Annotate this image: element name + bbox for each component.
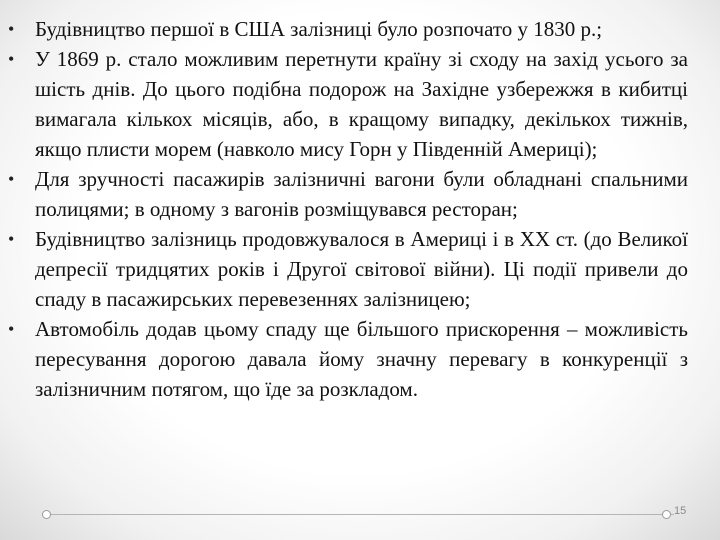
bullet-text: Будівництво залізниць продовжувалося в Америці і в ХХ ст. (до Великої депресії тридцятих років і Другої світової війни). Ці події привели до спаду в пасажирських перевезеннях залізницею; xyxy=(35,227,688,311)
bullet-text: Для зручності пасажирів залізничні вагони були обладнані спальними полицями; в одному з вагонів розміщувався ресторан; xyxy=(35,167,688,221)
footer-dot-icon xyxy=(42,510,51,519)
footer-dot-icon xyxy=(662,510,671,519)
bullet-icon: • xyxy=(8,229,15,249)
bullet-item xyxy=(8,164,688,224)
bullet-icon: • xyxy=(8,19,15,39)
page-number: 15 xyxy=(674,505,687,517)
bullet-icon: • xyxy=(8,49,15,69)
bullet-item xyxy=(8,44,688,164)
bullet-text: Автомобіль додав цьому спаду ще більшого прискорення – можливість пересування дорогою давала йому значну перевагу в конкуренції з залізничним потягом, що їде за розкладом. xyxy=(35,317,688,401)
bullet-list xyxy=(8,14,688,404)
bullet-item xyxy=(8,314,688,404)
bullet-item xyxy=(8,224,688,314)
bullet-icon: • xyxy=(8,169,15,189)
bullet-item xyxy=(8,14,688,44)
bullet-icon: • xyxy=(8,319,15,339)
bullet-text: Будівництво першої в США залізниці було розпочато у 1830 р.; xyxy=(35,17,603,41)
footer-divider xyxy=(46,514,674,515)
slide-content xyxy=(8,14,688,404)
bullet-text: У 1869 р. стало можливим перетнути країну зі сходу на захід усього за шість днів. До цього подібна подорож на Західне узбережжя в кибитці вимагала кількох місяців, або, в кращому випадку, декількох тижнів, якщо плисти морем (навколо мису Горн у Південній Америці); xyxy=(35,47,688,161)
